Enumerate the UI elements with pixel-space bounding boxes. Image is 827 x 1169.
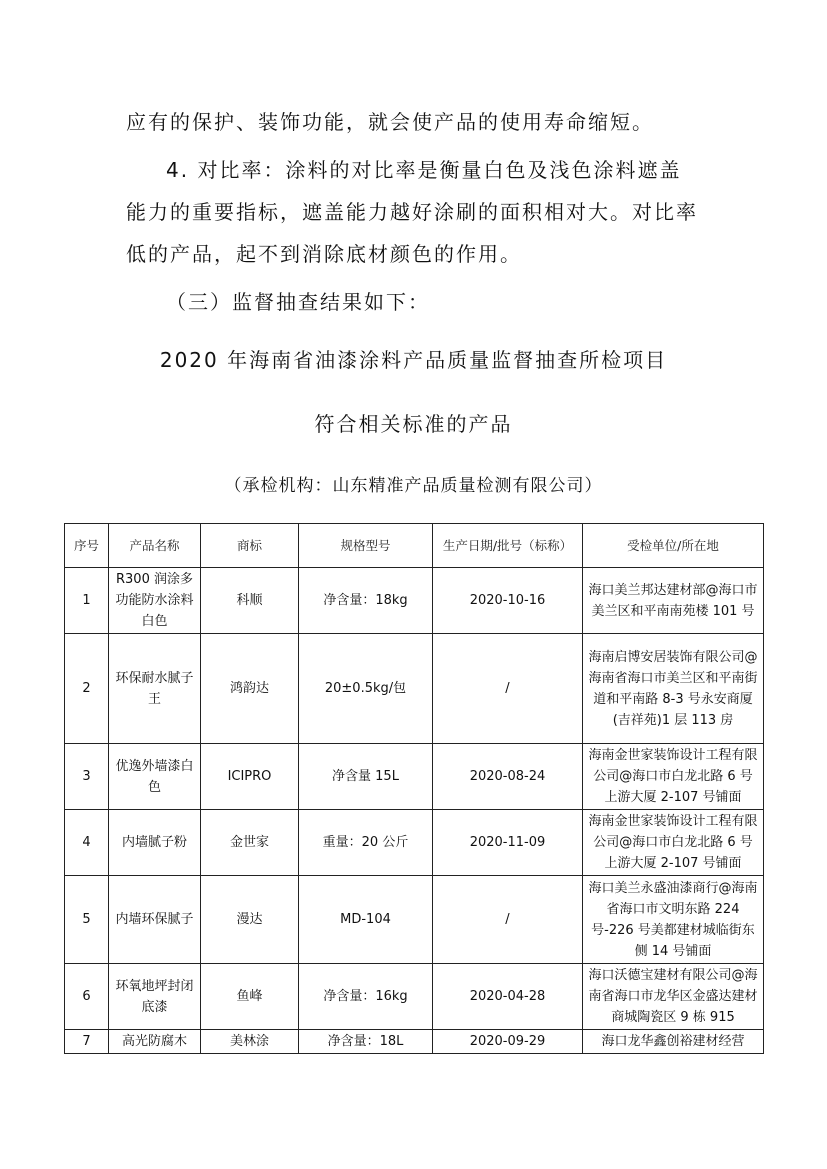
cell-no: 1 (65, 568, 109, 634)
header-product-name: 产品名称 (109, 524, 201, 568)
cell-inspected-unit: 海口龙华鑫创裕建材经营 (583, 1030, 764, 1054)
header-brand: 商标 (201, 524, 299, 568)
cell-brand: 漫达 (201, 876, 299, 964)
header-production-date: 生产日期/批号（标称） (433, 524, 583, 568)
body-paragraph-line: 4. 对比率：涂料的对比率是衡量白色及浅色涂料遮盖 (166, 158, 682, 182)
cell-production-date: 2020-08-24 (433, 744, 583, 810)
document-subtitle: 符合相关标准的产品 (314, 412, 513, 436)
cell-no: 5 (65, 876, 109, 964)
cell-product-name: 高光防腐木 (109, 1030, 201, 1054)
cell-spec: 20±0.5kg/包 (299, 634, 433, 744)
cell-product-name: 内墙腻子粉 (109, 810, 201, 876)
cell-production-date: 2020-11-09 (433, 810, 583, 876)
cell-product-name: 内墙环保腻子 (109, 876, 201, 964)
cell-inspected-unit: 海口美兰永盛油漆商行@海南省海口市文明东路 224 号-226 号美都建材城临街东侧 14 号铺面 (583, 876, 764, 964)
cell-brand: 美林涂 (201, 1030, 299, 1054)
cell-spec: MD-104 (299, 876, 433, 964)
table-row (65, 568, 764, 634)
section-heading: （三）监督抽查结果如下： (166, 290, 430, 314)
cell-spec: 净含量：18L (299, 1030, 433, 1054)
cell-no: 7 (65, 1030, 109, 1054)
cell-brand: 金世家 (201, 810, 299, 876)
cell-inspected-unit: 海口美兰邦达建材部@海口市美兰区和平南南苑楼 101 号 (583, 568, 764, 634)
body-paragraph-line: 应有的保护、装饰功能，就会使产品的使用寿命缩短。 (126, 110, 654, 134)
inspection-agency: （承检机构：山东精准产品质量检测有限公司） (224, 476, 603, 496)
cell-no: 3 (65, 744, 109, 810)
cell-inspected-unit: 海南金世家装饰设计工程有限公司@海口市白龙北路 6 号上游大厦 2-107 号铺面 (583, 810, 764, 876)
header-spec: 规格型号 (299, 524, 433, 568)
cell-product-name: 环保耐水腻子王 (109, 634, 201, 744)
cell-production-date: / (433, 634, 583, 744)
cell-product-name: R300 润涂多功能防水涂料 白色 (109, 568, 201, 634)
cell-product-name: 环氧地坪封闭底漆 (109, 964, 201, 1030)
document-title: 2020 年海南省油漆涂料产品质量监督抽查所检项目 (159, 348, 668, 372)
header-inspected-unit: 受检单位/所在地 (583, 524, 764, 568)
cell-production-date: / (433, 876, 583, 964)
table-row (65, 744, 764, 810)
table-row (65, 810, 764, 876)
table-row (65, 1030, 764, 1054)
cell-spec: 净含量：18kg (299, 568, 433, 634)
cell-product-name: 优逸外墙漆白色 (109, 744, 201, 810)
cell-brand: 科顺 (201, 568, 299, 634)
body-paragraph-line: 能力的重要指标，遮盖能力越好涂刷的面积相对大。对比率 (126, 200, 698, 224)
results-table (64, 523, 764, 1054)
cell-production-date: 2020-09-29 (433, 1030, 583, 1054)
cell-production-date: 2020-10-16 (433, 568, 583, 634)
cell-inspected-unit: 海口沃德宝建材有限公司@海南省海口市龙华区金盛达建材商城陶瓷区 9 栋 915 (583, 964, 764, 1030)
cell-no: 4 (65, 810, 109, 876)
header-no: 序号 (65, 524, 109, 568)
cell-inspected-unit: 海南启博安居装饰有限公司@海南省海口市美兰区和平南街道和平南路 8-3 号永安商厦(吉祥苑)1 层 113 房 (583, 634, 764, 744)
cell-brand: ICIPRO (201, 744, 299, 810)
cell-no: 2 (65, 634, 109, 744)
table-row (65, 634, 764, 744)
table-row (65, 876, 764, 964)
cell-spec: 净含量：16kg (299, 964, 433, 1030)
cell-brand: 鸿韵达 (201, 634, 299, 744)
body-paragraph-line: 低的产品，起不到消除底材颜色的作用。 (126, 242, 522, 266)
table-row (65, 964, 764, 1030)
cell-brand: 鱼峰 (201, 964, 299, 1030)
cell-production-date: 2020-04-28 (433, 964, 583, 1030)
cell-no: 6 (65, 964, 109, 1030)
cell-inspected-unit: 海南金世家装饰设计工程有限公司@海口市白龙北路 6 号上游大厦 2-107 号铺面 (583, 744, 764, 810)
cell-spec: 重量：20 公斤 (299, 810, 433, 876)
cell-spec: 净含量 15L (299, 744, 433, 810)
table-header-row (65, 524, 764, 568)
